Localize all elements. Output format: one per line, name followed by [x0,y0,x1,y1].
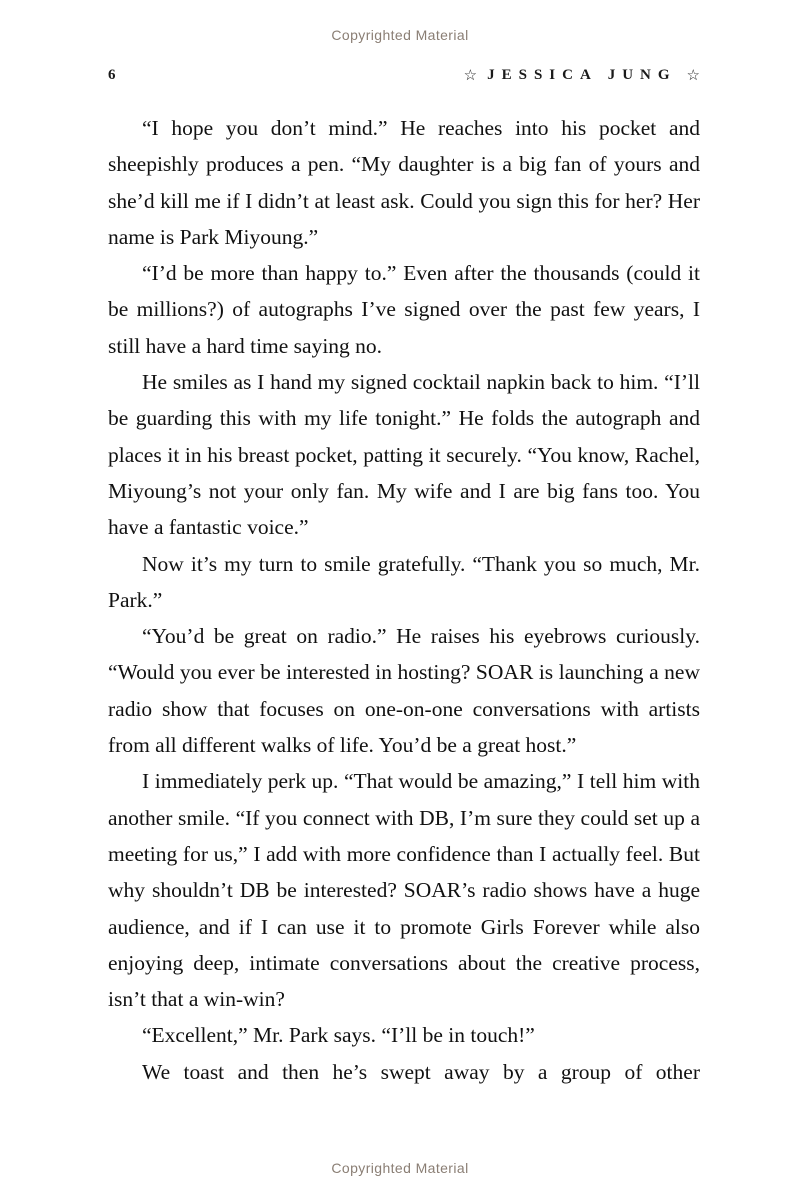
paragraph-1: “I hope you don’t mind.” He reaches into his pocket and sheepishly produces a pen. “My daughter is a big fan of yours and she’d kill me if I didn’t at least ask. Could you sign this for her? Her name is Park Miyoung.” [108,116,700,249]
page-header [108,65,700,84]
paragraph-7: “Excellent,” Mr. Park says. “I’ll be in touch!” [142,1023,535,1048]
bottom-watermark: Copyrighted Material [331,1160,469,1176]
paragraph-3: He smiles as I hand my signed cocktail napkin back to him. “I’ll be guarding this with my life tonight.” He folds the autograph and places it in his breast pocket, patting it securely. “You know, Rachel, Miyoung’s not your only fan. My wife and I are big fans too. You have a fantastic voice.” [108,370,700,540]
page-number: 6 [108,67,116,83]
author-name: JESSICA JUNG [487,67,677,83]
paragraph-4: Now it’s my turn to smile gratefully. “Thank you so much, Mr. Park.” [108,551,700,612]
star-icon-right: ☆ [686,68,700,84]
paragraph-6: I immediately perk up. “That would be amazing,” I tell him with another smile. “If you connect with DB, I’m sure they could set up a meeting for us,” I add with more confidence than I actually feel. But why shouldn’t DB be interested? SOAR’s radio shows have a huge audience, and if I can use it to promote Girls Forever while also enjoying deep, intimate conversations about the creative process, isn’t that a win-win? [108,769,700,1012]
star-icon-left: ☆ [463,68,478,84]
top-watermark: Copyrighted Material [331,27,469,43]
paragraph-8: We toast and then he’s swept away by a group of other [142,1059,700,1084]
running-head [464,65,700,84]
paragraph-5: “You’d be great on radio.” He raises his eyebrows curiously. “Would you ever be interested in hosting? SOAR is launching a new radio show that focuses on one-on-one conversations with artists from all different walks of life. You’d be a great host.” [108,624,700,758]
paragraph-2: “I’d be more than happy to.” Even after the thousands (could it be millions?) of autographs I’ve signed over the past few years, I still have a hard time saying no. [108,261,700,358]
body-text [108,110,700,1090]
